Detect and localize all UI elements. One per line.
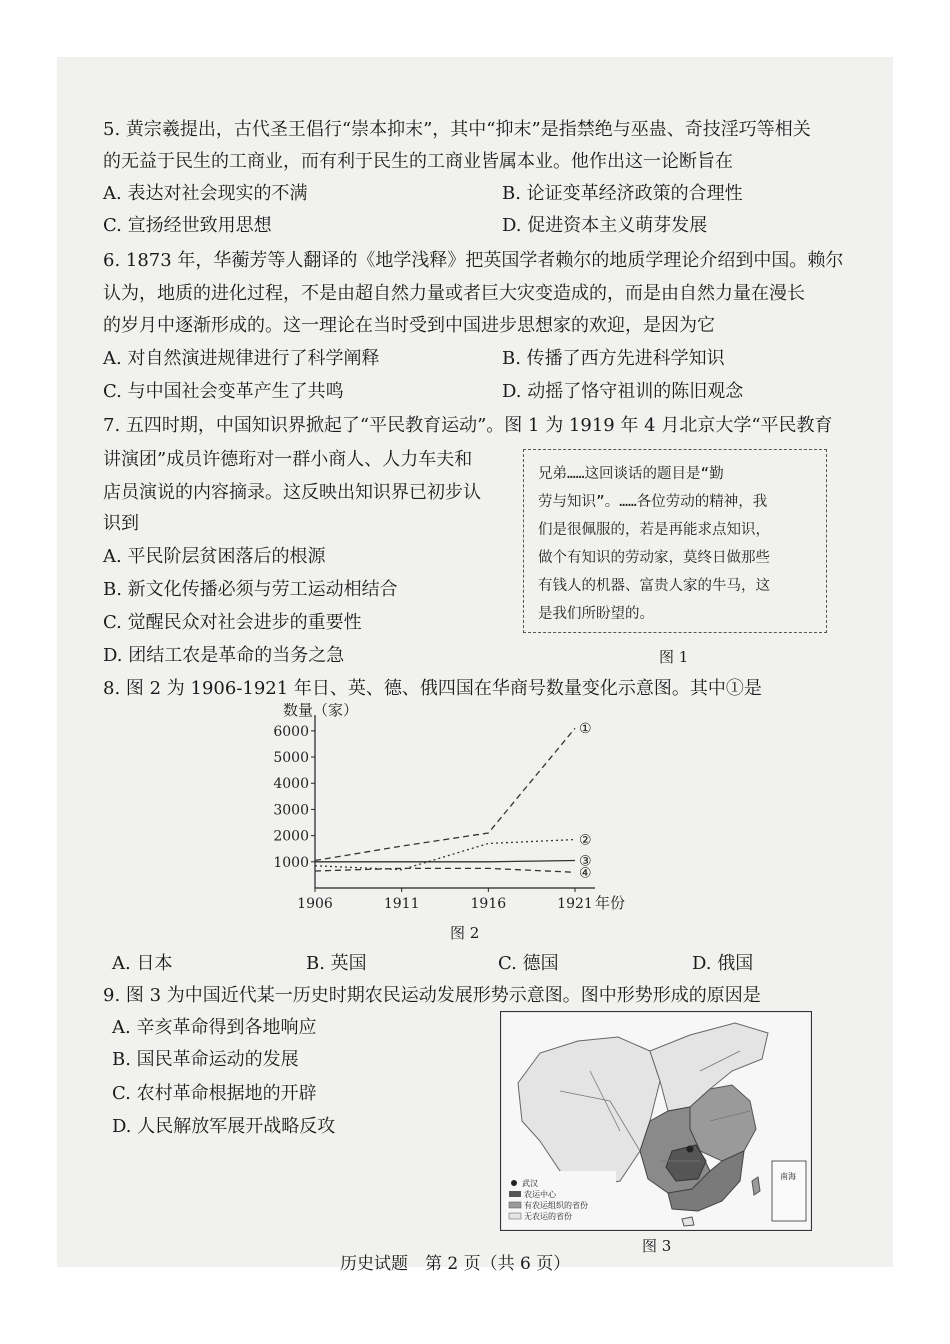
q6-stem-line3: 的岁月中逐渐形成的。这一理论在当时受到中国进步思想家的欢迎，是因为它: [103, 315, 715, 336]
q8-option-a[interactable]: A. 日本: [112, 953, 173, 974]
q6-option-b[interactable]: B. 传播了西方先进科学知识: [502, 348, 725, 369]
q6-stem-line1: 6. 1873 年，华蘅芳等人翻译的《地学浅释》把英国学者赖尔的地质学理论介绍到中国。赖尔: [103, 250, 844, 271]
q8-stem-line1: 8. 图 2 为 1906-1921 年日、英、德、俄四国在华商号数量变化示意图。其中①是: [103, 678, 762, 699]
map-inset-label: 南海: [780, 1172, 796, 1181]
figure3-caption: 图 3: [642, 1237, 672, 1255]
series-label-1: ①: [579, 721, 592, 738]
q5-stem-line1: 5. 黄宗羲提出，古代圣王倡行“崇本抑末”，其中“抑末”是指禁绝与巫蛊、奇技淫巧等相关: [103, 119, 811, 140]
quote-line: 做个有知识的劳动家，莫终日做那些: [538, 550, 770, 566]
q9-option-a[interactable]: A. 辛亥革命得到各地响应: [112, 1017, 317, 1038]
q5-option-b[interactable]: B. 论证变革经济政策的合理性: [502, 183, 743, 204]
q9-option-d[interactable]: D. 人民解放军展开战略反攻: [112, 1116, 336, 1137]
y-tick-label: 4000: [273, 776, 309, 793]
legend-wuhan-swatch: [511, 1180, 517, 1186]
x-axis-label: 年份: [595, 894, 626, 912]
legend-organized-swatch: [509, 1202, 521, 1208]
q7-stem-line1: 7. 五四时期，中国知识界掀起了“平民教育运动”。图 1 为 1919 年 4 月北京大学“平民教育: [103, 415, 833, 436]
q9-option-b[interactable]: B. 国民革命运动的发展: [112, 1049, 299, 1070]
q7-option-b[interactable]: B. 新文化传播必须与劳工运动相结合: [103, 579, 398, 600]
legend-none-label: 无农运的省份: [524, 1212, 572, 1221]
series-label-3: ③: [579, 853, 592, 870]
series-label-4: ④: [579, 865, 592, 882]
q7-option-d[interactable]: D. 团结工农是革命的当务之急: [103, 645, 345, 666]
y-tick-label: 3000: [273, 802, 309, 819]
series-line-2: [315, 840, 575, 870]
map-south-sea-inset: [772, 1161, 806, 1221]
legend-organized-label: 有农运组织的省份: [524, 1201, 588, 1210]
y-tick-label: 1000: [273, 854, 309, 871]
q9-stem-line1: 9. 图 3 为中国近代某一历史时期农民运动发展形势示意图。图中形势形成的原因是: [103, 985, 761, 1006]
legend-center-label: 农运中心: [524, 1190, 556, 1199]
q7-option-a[interactable]: A. 平民阶层贫困落后的根源: [103, 546, 326, 567]
series-line-1: [315, 728, 575, 860]
legend-none-swatch: [509, 1213, 521, 1219]
q5-option-a[interactable]: A. 表达对社会现实的不满: [103, 183, 308, 204]
quote-line: 兄弟……这回谈话的题目是“勤: [538, 466, 724, 482]
quote-line: 们是很佩服的，若是再能求点知识，: [538, 522, 770, 538]
legend-wuhan-label: 武汉: [522, 1179, 538, 1188]
q6-stem-line2: 认为，地质的进化过程，不是由超自然力量或者巨大灾变造成的，而是由自然力量在漫长: [103, 283, 805, 304]
x-tick-label: 1916: [470, 896, 507, 912]
figure2-caption: 图 2: [450, 924, 480, 942]
q5-option-c[interactable]: C. 宣扬经世致用思想: [103, 215, 272, 236]
quote-line: 是我们所盼望的。: [538, 606, 654, 622]
q7-stem-line2: 讲演团”成员许德珩对一群小商人、人力车夫和: [103, 449, 473, 470]
q5-stem-line2: 的无益于民生的工商业，而有利于民生的工商业皆属本业。他作出这一论断旨在: [103, 151, 733, 172]
q6-option-d[interactable]: D. 动摇了恪守祖训的陈旧观念: [502, 381, 744, 402]
q8-option-b[interactable]: B. 英国: [306, 953, 367, 974]
q7-stem-line3: 店员演说的内容摘录。这反映出知识界已初步认: [103, 482, 481, 503]
legend-center-swatch: [509, 1191, 521, 1197]
q7-option-c[interactable]: C. 觉醒民众对社会进步的重要性: [103, 612, 362, 633]
q5-option-d[interactable]: D. 促进资本主义萌芽发展: [502, 215, 708, 236]
page-footer: 历史试题 第 2 页（共 6 页）: [340, 1254, 571, 1274]
q6-option-c[interactable]: C. 与中国社会变革产生了共鸣: [103, 381, 344, 402]
q9-option-c[interactable]: C. 农村革命根据地的开辟: [112, 1083, 317, 1104]
y-tick-label: 6000: [273, 723, 309, 740]
q8-option-c[interactable]: C. 德国: [498, 953, 559, 974]
series-line-4: [315, 868, 575, 872]
quote-line: 劳与知识”。……各位劳动的精神，我: [538, 494, 768, 510]
x-tick-label: 1906: [297, 896, 333, 912]
figure1-quote-box: [523, 449, 827, 633]
series-line-3: [315, 861, 575, 862]
figure3-map: [500, 1011, 812, 1231]
q8-option-d[interactable]: D. 俄国: [692, 953, 754, 974]
q6-option-a[interactable]: A. 对自然演进规律进行了科学阐释: [103, 348, 380, 369]
figure2-line-chart: [270, 703, 640, 918]
y-axis-label: 数量（家）: [283, 703, 359, 719]
x-tick-label: 1921: [557, 896, 593, 912]
x-tick-label: 1911: [383, 896, 420, 912]
y-tick-label: 2000: [273, 828, 309, 845]
y-tick-label: 5000: [273, 750, 309, 767]
map-hainan: [682, 1217, 694, 1226]
q7-stem-line4: 识到: [103, 513, 139, 534]
map-wuhan-marker: [687, 1146, 694, 1153]
figure1-caption: 图 1: [659, 648, 689, 666]
series-label-2: ②: [579, 832, 592, 849]
quote-line: 有钱人的机器、富贵人家的牛马，这: [538, 578, 770, 594]
map-taiwan: [752, 1177, 760, 1195]
